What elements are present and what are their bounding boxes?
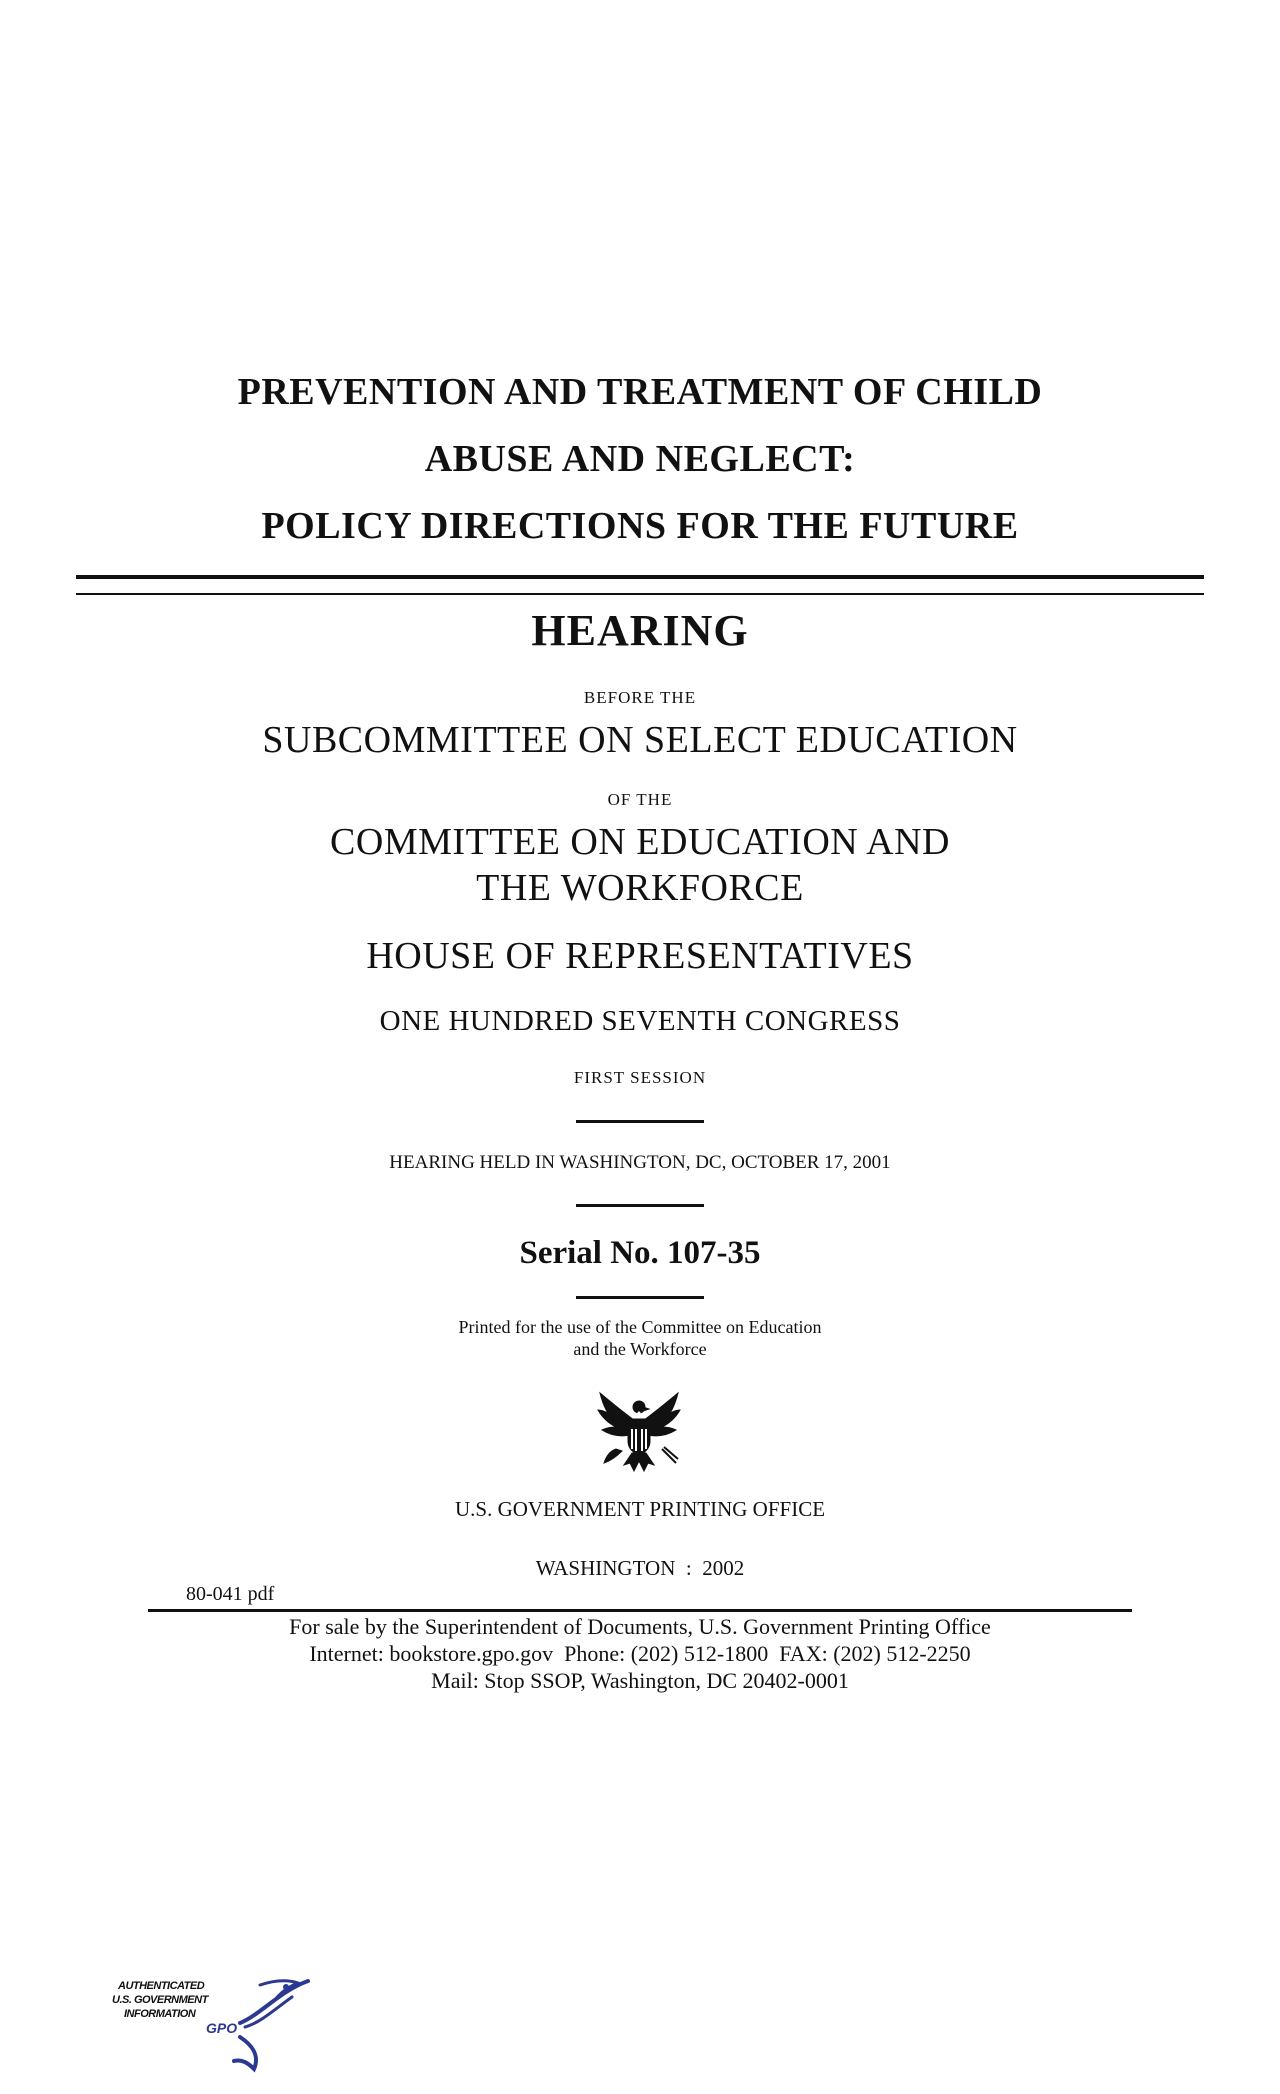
great-seal-eagle-icon <box>594 1385 684 1475</box>
svg-text:INFORMATION: INFORMATION <box>124 2008 196 2020</box>
house-name: HOUSE OF REPRESENTATIVES <box>366 935 914 977</box>
hearing-heading: HEARING <box>531 606 749 655</box>
footer-rule <box>148 1609 1132 1612</box>
title-rule-bottom <box>76 593 1204 595</box>
session-label: FIRST SESSION <box>573 1068 707 1087</box>
printed-for-line-2: and the Workforce <box>573 1339 707 1359</box>
held-rule <box>576 1204 704 1207</box>
sale-info-line-3: Mail: Stop SSOP, Washington, DC 20402-0001 <box>431 1668 849 1693</box>
title-rule-top <box>76 575 1204 579</box>
session-rule <box>576 1120 704 1123</box>
before-the-label: BEFORE THE <box>583 688 697 707</box>
document-title-line-2: ABUSE AND NEGLECT: <box>424 438 856 480</box>
gpo-eagle-logo-icon <box>110 1975 310 2075</box>
document-id: 80-041 pdf <box>186 1583 275 1605</box>
svg-text:U.S. GOVERNMENT: U.S. GOVERNMENT <box>112 1994 208 2006</box>
svg-text:GPO: GPO <box>206 2020 238 2036</box>
printing-office-name: U.S. GOVERNMENT PRINTING OFFICE <box>454 1497 826 1521</box>
printed-for-line-1: Printed for the use of the Committee on Education <box>458 1317 822 1337</box>
of-the-label: OF THE <box>607 790 673 809</box>
sale-info-line-2: Internet: bookstore.gpo.gov Phone: (202) 512-1800 FAX: (202) 512-2250 <box>309 1641 971 1666</box>
svg-text:AUTHENTICATED: AUTHENTICATED <box>118 1980 205 1992</box>
sale-info-line-1: For sale by the Superintendent of Documents, U.S. Government Printing Office <box>289 1614 991 1639</box>
hearing-held-line: HEARING HELD IN WASHINGTON, DC, OCTOBER 17, 2001 <box>389 1152 891 1173</box>
serial-number: Serial No. 107-35 <box>519 1235 761 1271</box>
subcommittee-name: SUBCOMMITTEE ON SELECT EDUCATION <box>262 719 1018 761</box>
committee-name-line-1: COMMITTEE ON EDUCATION AND <box>330 821 950 863</box>
serial-rule <box>576 1296 704 1299</box>
congress-name: ONE HUNDRED SEVENTH CONGRESS <box>379 1005 901 1037</box>
committee-name-line-2: THE WORKFORCE <box>476 867 804 909</box>
place-and-year: WASHINGTON : 2002 <box>535 1556 745 1580</box>
document-title-line-1: PREVENTION AND TREATMENT OF CHILD <box>237 371 1043 413</box>
document-title-line-3: POLICY DIRECTIONS FOR THE FUTURE <box>261 505 1019 547</box>
